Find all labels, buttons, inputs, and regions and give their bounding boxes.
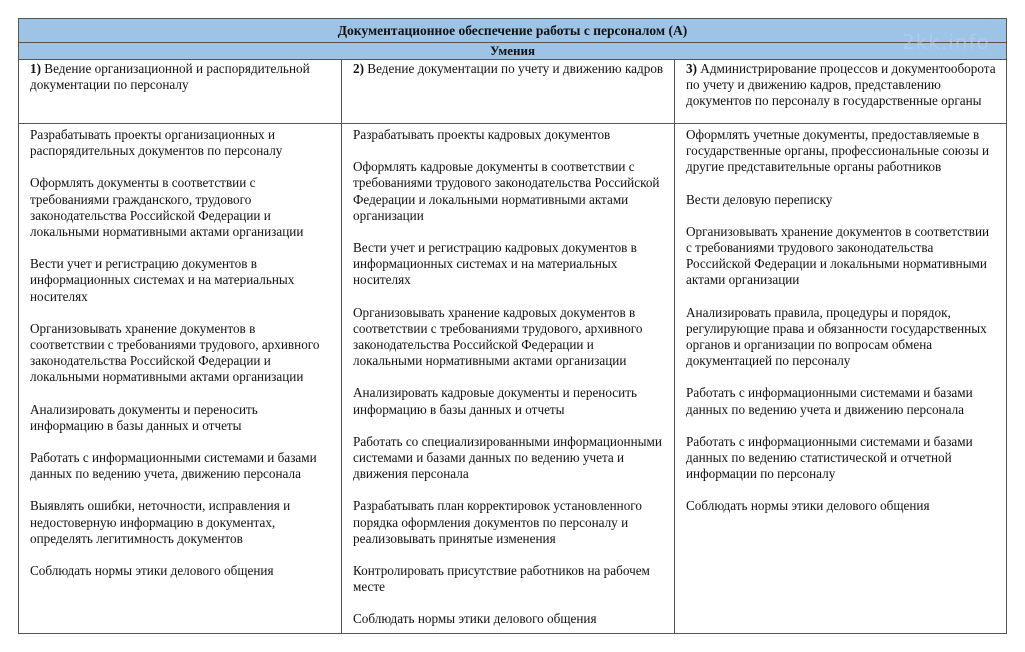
column-2-title: Ведение документации по учету и движению кадров (364, 61, 664, 76)
list-item: Разрабатывать план корректировок установленного порядка оформления документов по персоналу и реализовывать принятые изменения (353, 498, 642, 546)
column-2-header (342, 60, 674, 124)
list-item: Контролировать присутствие работников на рабочем месте (353, 563, 650, 595)
table-title: Документационное обеспечение работы с персоналом (А) (19, 19, 1006, 43)
watermark: 2kk.info (902, 30, 990, 54)
column-1 (19, 60, 342, 633)
list-item: Организовывать хранение документов в соответствии с требованиями трудового законодательства Российской Федерации и локальными нормативными актами организации (686, 223, 990, 288)
list-item: Оформлять документы в соответствии с требованиями гражданского, трудового законодательства Российской Федерации и локальными нормативными актами организации (30, 175, 304, 240)
list-item: Выявлять ошибки, неточности, исправления и недостоверную информацию в документах, определять легитимность документов (30, 498, 291, 546)
column-1-header (19, 60, 341, 124)
list-item: Соблюдать нормы этики делового общения (353, 611, 597, 627)
list-item: Работать со специализированными информационными системами и базами данных по ведению учета и движения персонала (353, 433, 662, 482)
list-item: Работать с информационными системами и базами данных по ведению статистической и отчетной информации по персоналу (686, 433, 973, 482)
list-item: Работать с информационными системами и базами данных по ведению учета, движению персонала (30, 450, 317, 482)
column-3-title: Администрирование процессов и документооборота по учету и движению кадров, представлению документов по персоналу в государственные органы (686, 61, 996, 108)
list-item: Соблюдать нормы этики делового общения (30, 563, 274, 579)
list-item: Работать с информационными системами и базами данных по ведению учета и движению персонала (686, 385, 973, 417)
column-1-number: 1) (30, 61, 41, 76)
competency-table (18, 18, 1007, 634)
list-item: Разрабатывать проекты кадровых документов (353, 127, 611, 142)
column-1-title: Ведение организационной и распорядительной документации по персоналу (30, 61, 310, 92)
column-3-number: 3) (686, 61, 697, 76)
column-1-body (19, 124, 341, 633)
list-item: Оформлять учетные документы, предоставляемые в государственные органы, профессиональные союзы и другие представительные органы работников (686, 127, 990, 175)
table-subtitle: Умения (19, 43, 1006, 60)
list-item: Организовывать хранение документов в соответствии с требованиями трудового, архивного законодательства Российской Федерации и локальными нормативными актами организации (30, 320, 320, 385)
list-item: Вести учет и регистрацию документов в информационных системах и на материальных носителях (30, 256, 295, 304)
column-2 (342, 60, 675, 633)
list-item: Разрабатывать проекты организационных и распорядительных документов по персоналу (30, 127, 283, 159)
list-item: Организовывать хранение кадровых документов в соответствии с требованиями трудового, архивного законодательства Российской Федерации и локальными нормативными актами организации (353, 304, 643, 369)
column-3-header (675, 60, 1006, 124)
list-item: Вести деловую переписку (686, 191, 833, 207)
list-item: Анализировать правила, процедуры и порядок, регулирующие права и обязанности государственных органов и организации по вопросам обмена документацией по персоналу (686, 304, 987, 369)
column-2-body (342, 124, 674, 633)
column-2-number: 2) (353, 61, 364, 76)
list-item: Анализировать документы и переносить информацию в базы данных и отчеты (30, 401, 258, 433)
column-3 (675, 60, 1006, 633)
list-item: Соблюдать нормы этики делового общения (686, 498, 930, 514)
column-3-body (675, 124, 1006, 633)
list-item: Анализировать кадровые документы и переносить информацию в базы данных и отчеты (353, 385, 637, 417)
list-item: Вести учет и регистрацию кадровых документов в информационных системах и на материальных носителях (353, 240, 637, 288)
list-item: Оформлять кадровые документы в соответствии с требованиями трудового законодательства Российской Федерации и локальными нормативными актами организации (353, 159, 660, 223)
